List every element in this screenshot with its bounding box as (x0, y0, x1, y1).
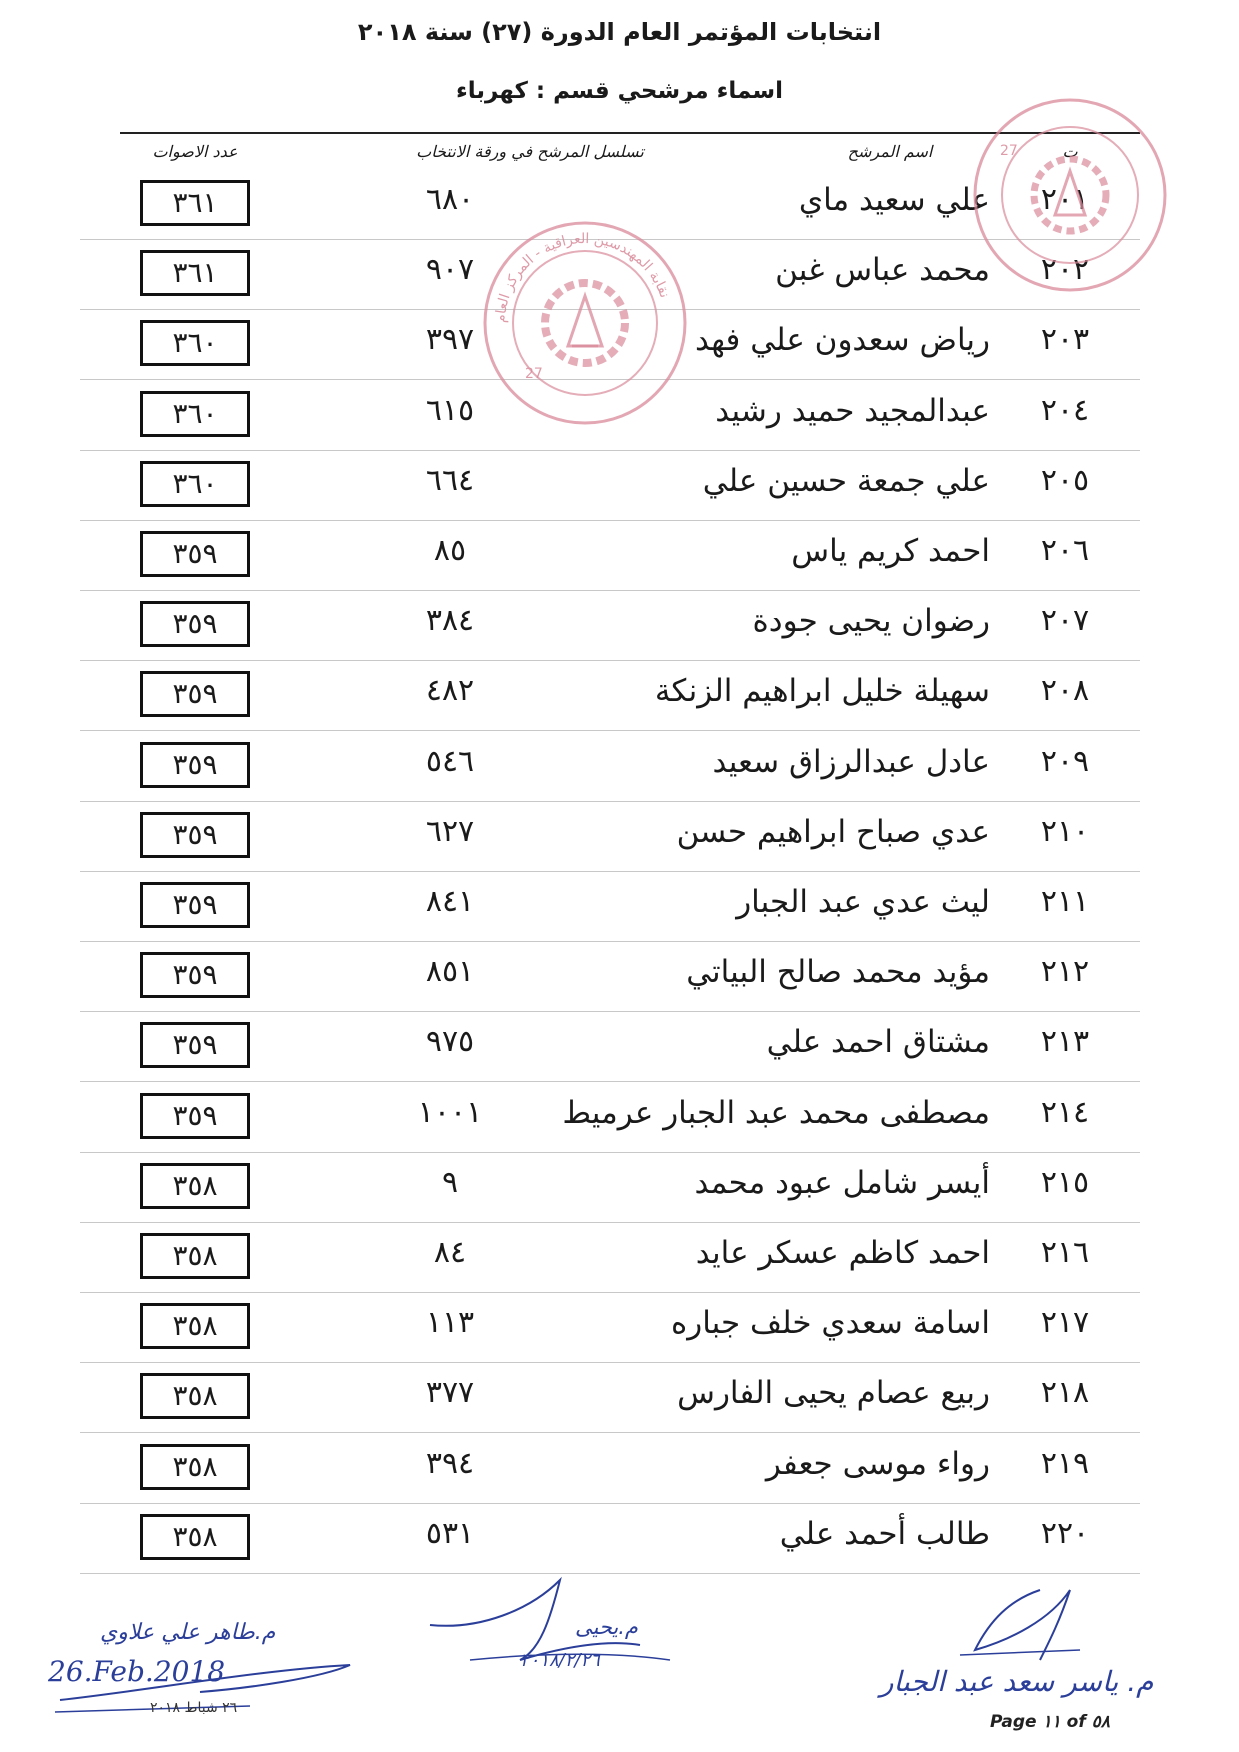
vote-count-box: ٣٥٩ (140, 742, 250, 788)
row-index: ٢١٥ (1040, 1164, 1090, 1200)
candidate-name: اسامة سعدي خلف جباره (671, 1305, 990, 1342)
vote-count-box: ٣٥٨ (140, 1514, 250, 1560)
row-index: ٢١٤ (1040, 1094, 1090, 1130)
row-index: ٢١٧ (1040, 1305, 1090, 1341)
ballot-sequence: ٦٦٤ (425, 462, 475, 498)
vote-count-box: ٣٥٩ (140, 1022, 250, 1068)
table-row (0, 1504, 1239, 1574)
row-index: ٢١٠ (1040, 813, 1090, 849)
candidate-name: طالب أحمد علي (779, 1515, 990, 1552)
ballot-sequence: ١٠٠١ (417, 1094, 483, 1130)
candidate-name: سهيلة خليل ابراهيم الزنكة (654, 673, 990, 710)
ballot-sequence: ٨٥ (433, 533, 467, 568)
page-number: Page ١١ of ٥٨ (990, 1712, 1110, 1732)
row-index: ٢٠٦ (1040, 533, 1090, 568)
ballot-sequence: ٦٢٧ (425, 813, 475, 849)
candidate-name: علي سعيد ماي (798, 182, 990, 218)
row-index: ٢٠٧ (1040, 603, 1090, 639)
vote-count-box: ٣٦١ (140, 180, 250, 226)
row-index: ٢٠٤ (1040, 392, 1090, 428)
ballot-sequence: ٤٨٢ (425, 673, 475, 709)
seal-center-text: نقابة المهندسين العراقية - المركز العام (492, 230, 673, 324)
vote-count-box: ٣٥٩ (140, 601, 250, 647)
candidate-name: رضوان يحيى جودة (752, 603, 990, 640)
candidate-name: احمد كاظم عسكر عايد (695, 1235, 990, 1271)
candidate-name: ليث عدي عبد الجبار (736, 884, 990, 920)
row-index: ٢٠٩ (1040, 743, 1090, 779)
candidate-name: مؤيد محمد صالح البياتي (686, 954, 990, 991)
seal-right-number: 27 (1000, 143, 1018, 159)
candidate-name: رواء موسى جعفر (765, 1445, 990, 1482)
table-row (0, 872, 1239, 942)
seal-center-number: 27 (525, 366, 543, 382)
signature-right-name: م. ياسر سعد عبد الجبار (880, 1665, 1154, 1698)
vote-count-box: ٣٥٩ (140, 1093, 250, 1139)
vote-count-box: ٣٥٩ (140, 671, 250, 717)
signature-left-name: م.طاهر علي علاوي (100, 1620, 276, 1645)
row-index: ٢٠٣ (1040, 322, 1090, 358)
row-index: ٢١٢ (1040, 954, 1090, 990)
candidate-name: محمد عباس غبن (775, 252, 990, 289)
table-row (0, 451, 1239, 521)
candidate-name: أيسر شامل عبود محمد (694, 1164, 990, 1201)
vote-count-box: ٣٥٨ (140, 1373, 250, 1419)
signature-middle-date: ٢٠١٨/٢/٢٦ (520, 1650, 600, 1671)
ballot-sequence: ٣٩٤ (425, 1445, 475, 1481)
candidate-name: مشتاق احمد علي (766, 1024, 990, 1061)
document-subtitle: اسماء مرشحي قسم : كهرباء (456, 78, 783, 104)
table-row (0, 1434, 1239, 1504)
vote-count-box: ٣٦٠ (140, 461, 250, 507)
table-row (0, 661, 1239, 731)
vote-count-box: ٣٥٨ (140, 1303, 250, 1349)
table-row (0, 1363, 1239, 1433)
vote-count-box: ٣٥٩ (140, 952, 250, 998)
row-index: ٢٢٠ (1040, 1515, 1090, 1551)
row-index: ٢١١ (1040, 884, 1090, 919)
candidate-name: مصطفى محمد عبد الجبار عرميط (562, 1094, 990, 1131)
row-index: ٢١٩ (1040, 1445, 1090, 1481)
vote-count-box: ٣٥٨ (140, 1444, 250, 1490)
row-index: ٢٠٢ (1040, 252, 1090, 288)
signature-left-date-arabic: ٢٦ شباط ٢٠١٨ (150, 1700, 238, 1716)
document-title: انتخابات المؤتمر العام الدورة (٢٧) سنة ٢٠١٨ (357, 18, 882, 46)
signature-left-date: 26.Feb.2018 (48, 1655, 226, 1688)
ballot-sequence: ٩ (441, 1164, 459, 1200)
ballot-sequence: ٩٧٥ (425, 1024, 475, 1060)
ballot-sequence: ٣٧٧ (425, 1375, 475, 1411)
vote-count-box: ٣٦٠ (140, 320, 250, 366)
table-row (0, 802, 1239, 872)
candidate-name: عادل عبدالرزاق سعيد (712, 743, 990, 780)
table-row (0, 591, 1239, 661)
candidate-name: ربيع عصام يحيى الفارس (677, 1375, 990, 1412)
row-index: ٢١٨ (1040, 1375, 1090, 1411)
row-index: ٢٠٥ (1040, 462, 1090, 498)
ballot-sequence: ٥٣١ (425, 1515, 475, 1551)
header-index: ت (1062, 142, 1078, 161)
row-index: ٢٠١ (1040, 182, 1090, 217)
vote-count-box: ٣٦٠ (140, 391, 250, 437)
table-row (0, 1223, 1239, 1293)
table-row (0, 1153, 1239, 1223)
table-row (0, 732, 1239, 802)
vote-count-box: ٣٥٩ (140, 882, 250, 928)
ballot-sequence: ٦٨٠ (425, 182, 475, 217)
vote-count-box: ٣٥٨ (140, 1163, 250, 1209)
table-row (0, 1083, 1239, 1153)
row-separator (80, 1573, 1140, 1574)
vote-count-box: ٣٥٨ (140, 1233, 250, 1279)
ballot-sequence: ٣٩٧ (425, 322, 475, 358)
stamp-seal-right (960, 95, 1170, 295)
candidate-name: علي جمعة حسين علي (702, 462, 990, 499)
vote-count-box: ٣٦١ (140, 250, 250, 296)
candidate-name: احمد كريم ياس (791, 533, 990, 569)
table-row (0, 942, 1239, 1012)
candidate-name: رياض سعدون علي فهد (695, 322, 990, 359)
vote-count-box: ٣٥٩ (140, 531, 250, 577)
row-index: ٢٠٨ (1040, 673, 1090, 709)
header-sequence: تسلسل المرشح في ورقة الانتخاب (416, 142, 644, 161)
row-index: ٢١٣ (1040, 1024, 1090, 1060)
ballot-sequence: ٩٠٧ (425, 252, 475, 288)
header-name: اسم المرشح (847, 142, 933, 161)
signature-middle-name: م.يحيى (575, 1615, 638, 1639)
stamp-seal-center (480, 218, 690, 428)
header-votes: عدد الاصوات (152, 142, 238, 161)
row-index: ٢١٦ (1040, 1235, 1090, 1270)
table-row (0, 1012, 1239, 1082)
table-row (0, 521, 1239, 591)
table-row (0, 1293, 1239, 1363)
ballot-sequence: ١١٣ (425, 1305, 475, 1341)
candidate-name: عدي صباح ابراهيم حسن (676, 813, 990, 850)
ballot-sequence: ٨٥١ (425, 954, 475, 990)
ballot-sequence: ٨٤١ (425, 884, 475, 919)
ballot-sequence: ٦١٥ (425, 392, 475, 428)
ballot-sequence: ٥٤٦ (425, 743, 475, 779)
ballot-sequence: ٨٤ (433, 1235, 467, 1270)
candidate-name: عبدالمجيد حميد رشيد (715, 392, 990, 429)
vote-count-box: ٣٥٩ (140, 812, 250, 858)
ballot-sequence: ٣٨٤ (425, 603, 475, 639)
